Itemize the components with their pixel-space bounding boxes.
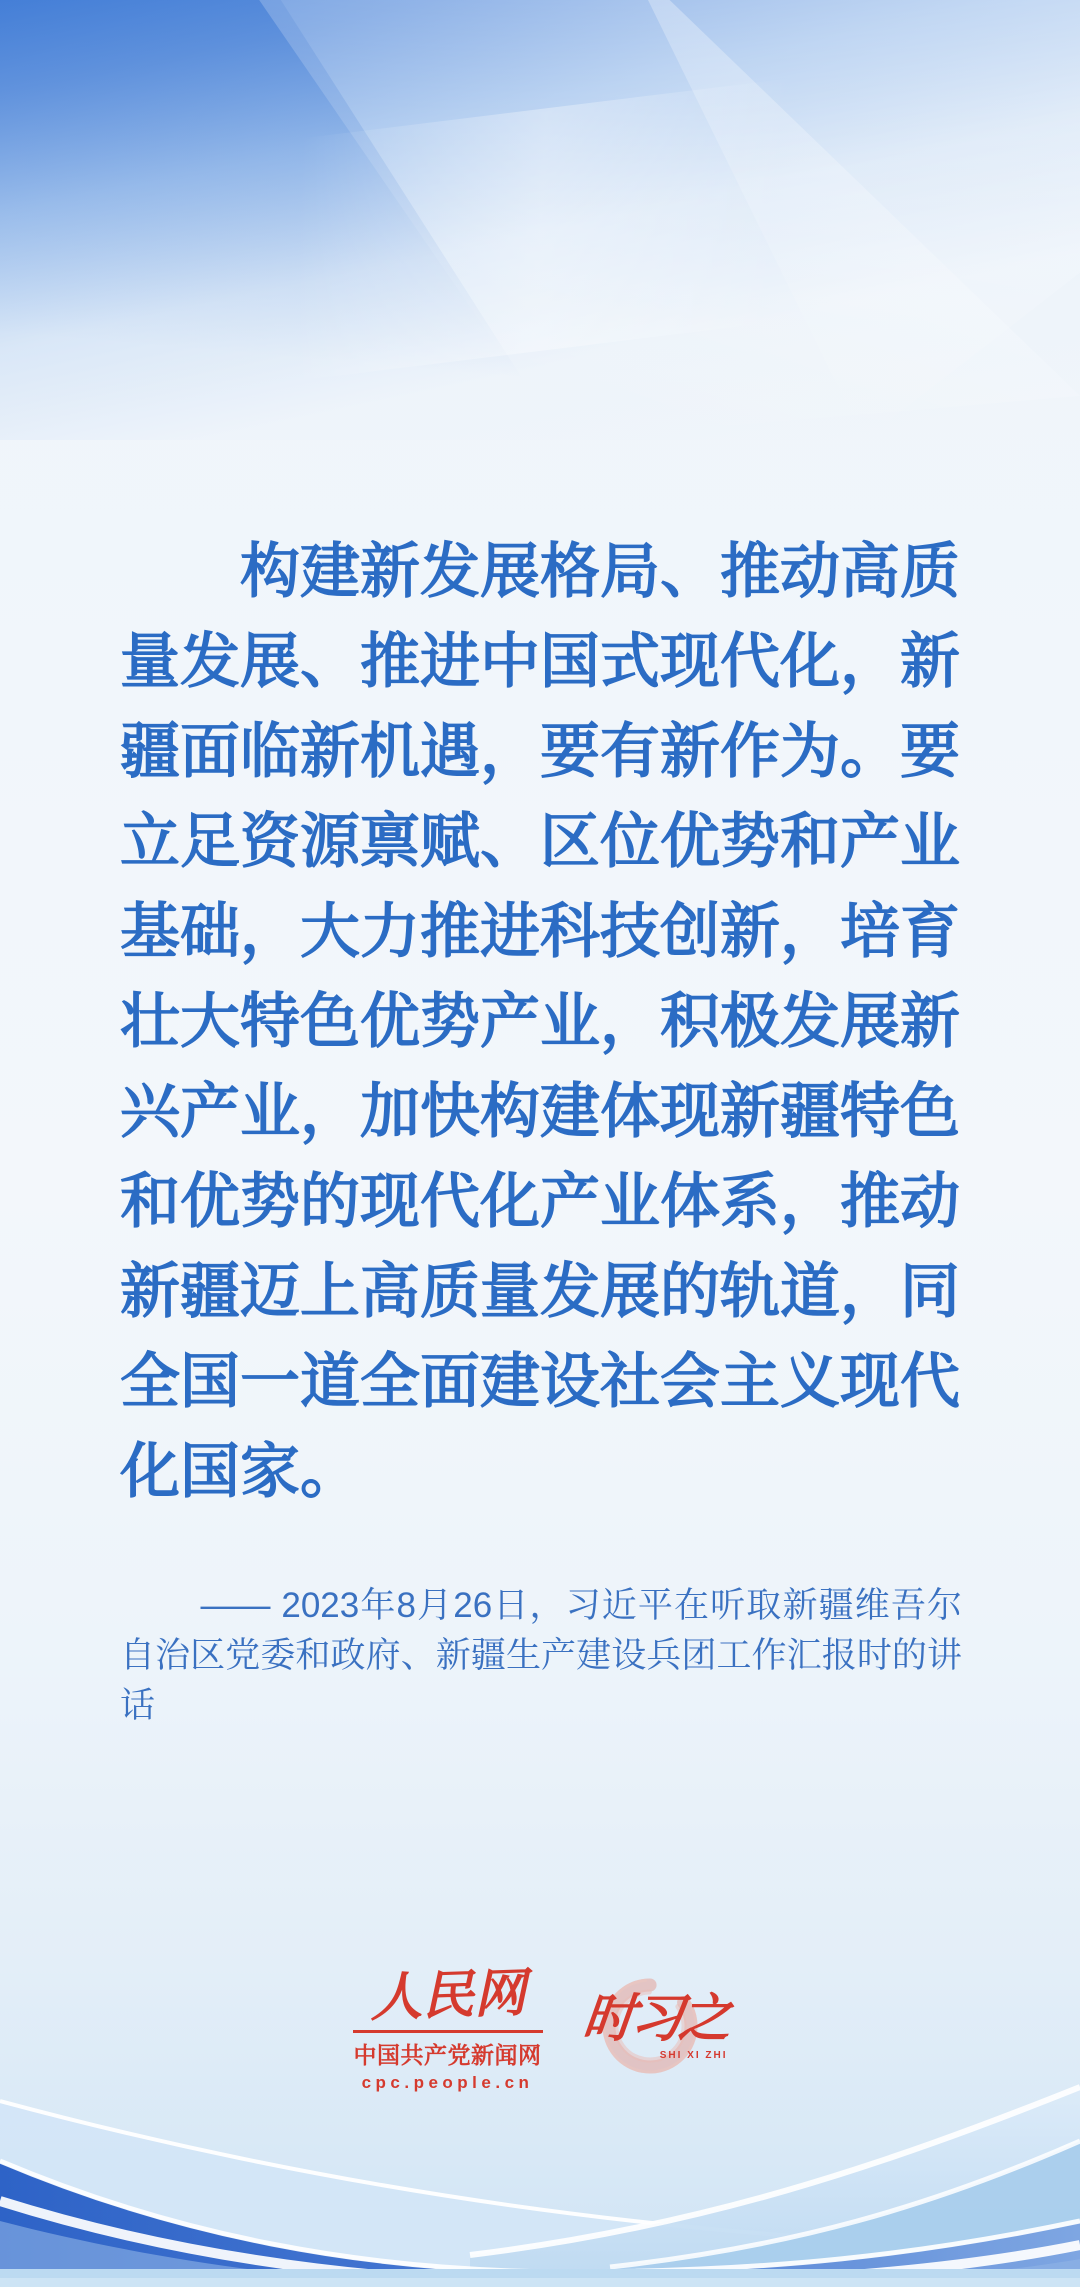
bottom-wave-decoration	[0, 2075, 1080, 2287]
attribution-text: —— 2023年8月26日，习近平在听取新疆维吾尔自治区党委和政府、新疆生产建设兵团工作汇报时的讲话	[120, 1586, 962, 1725]
people-daily-online-logo	[353, 1966, 543, 2093]
shixizhi-logo	[579, 1966, 730, 2084]
footer-logos	[0, 1966, 1080, 2093]
shixizhi-brand: 时习之	[579, 1990, 730, 2048]
people-net-divider	[353, 2030, 543, 2033]
cpc-news-url: cpc.people.cn	[361, 2073, 534, 2092]
quote-text: 构建新发展格局、推动高质量发展、推进中国式现代化，新疆面临新机遇，要有新作为。要立足资源禀赋、区位优势和产业基础，大力推进科技创新，培育壮大特色优势产业，积极发展新兴产业，加快构建体现新疆特色和优势的现代化产业体系，推动新疆迈上高质量发展的轨道，同全国一道全面建设社会主义现代化国家。	[120, 538, 960, 1505]
people-net-brand: 人民网	[368, 1965, 527, 2028]
top-gradient-decoration	[0, 0, 1080, 440]
cpc-news-site-name: 中国共产党新闻网	[353, 2042, 542, 2068]
shixizhi-romanized: SHI XI ZHI	[659, 2050, 728, 2061]
